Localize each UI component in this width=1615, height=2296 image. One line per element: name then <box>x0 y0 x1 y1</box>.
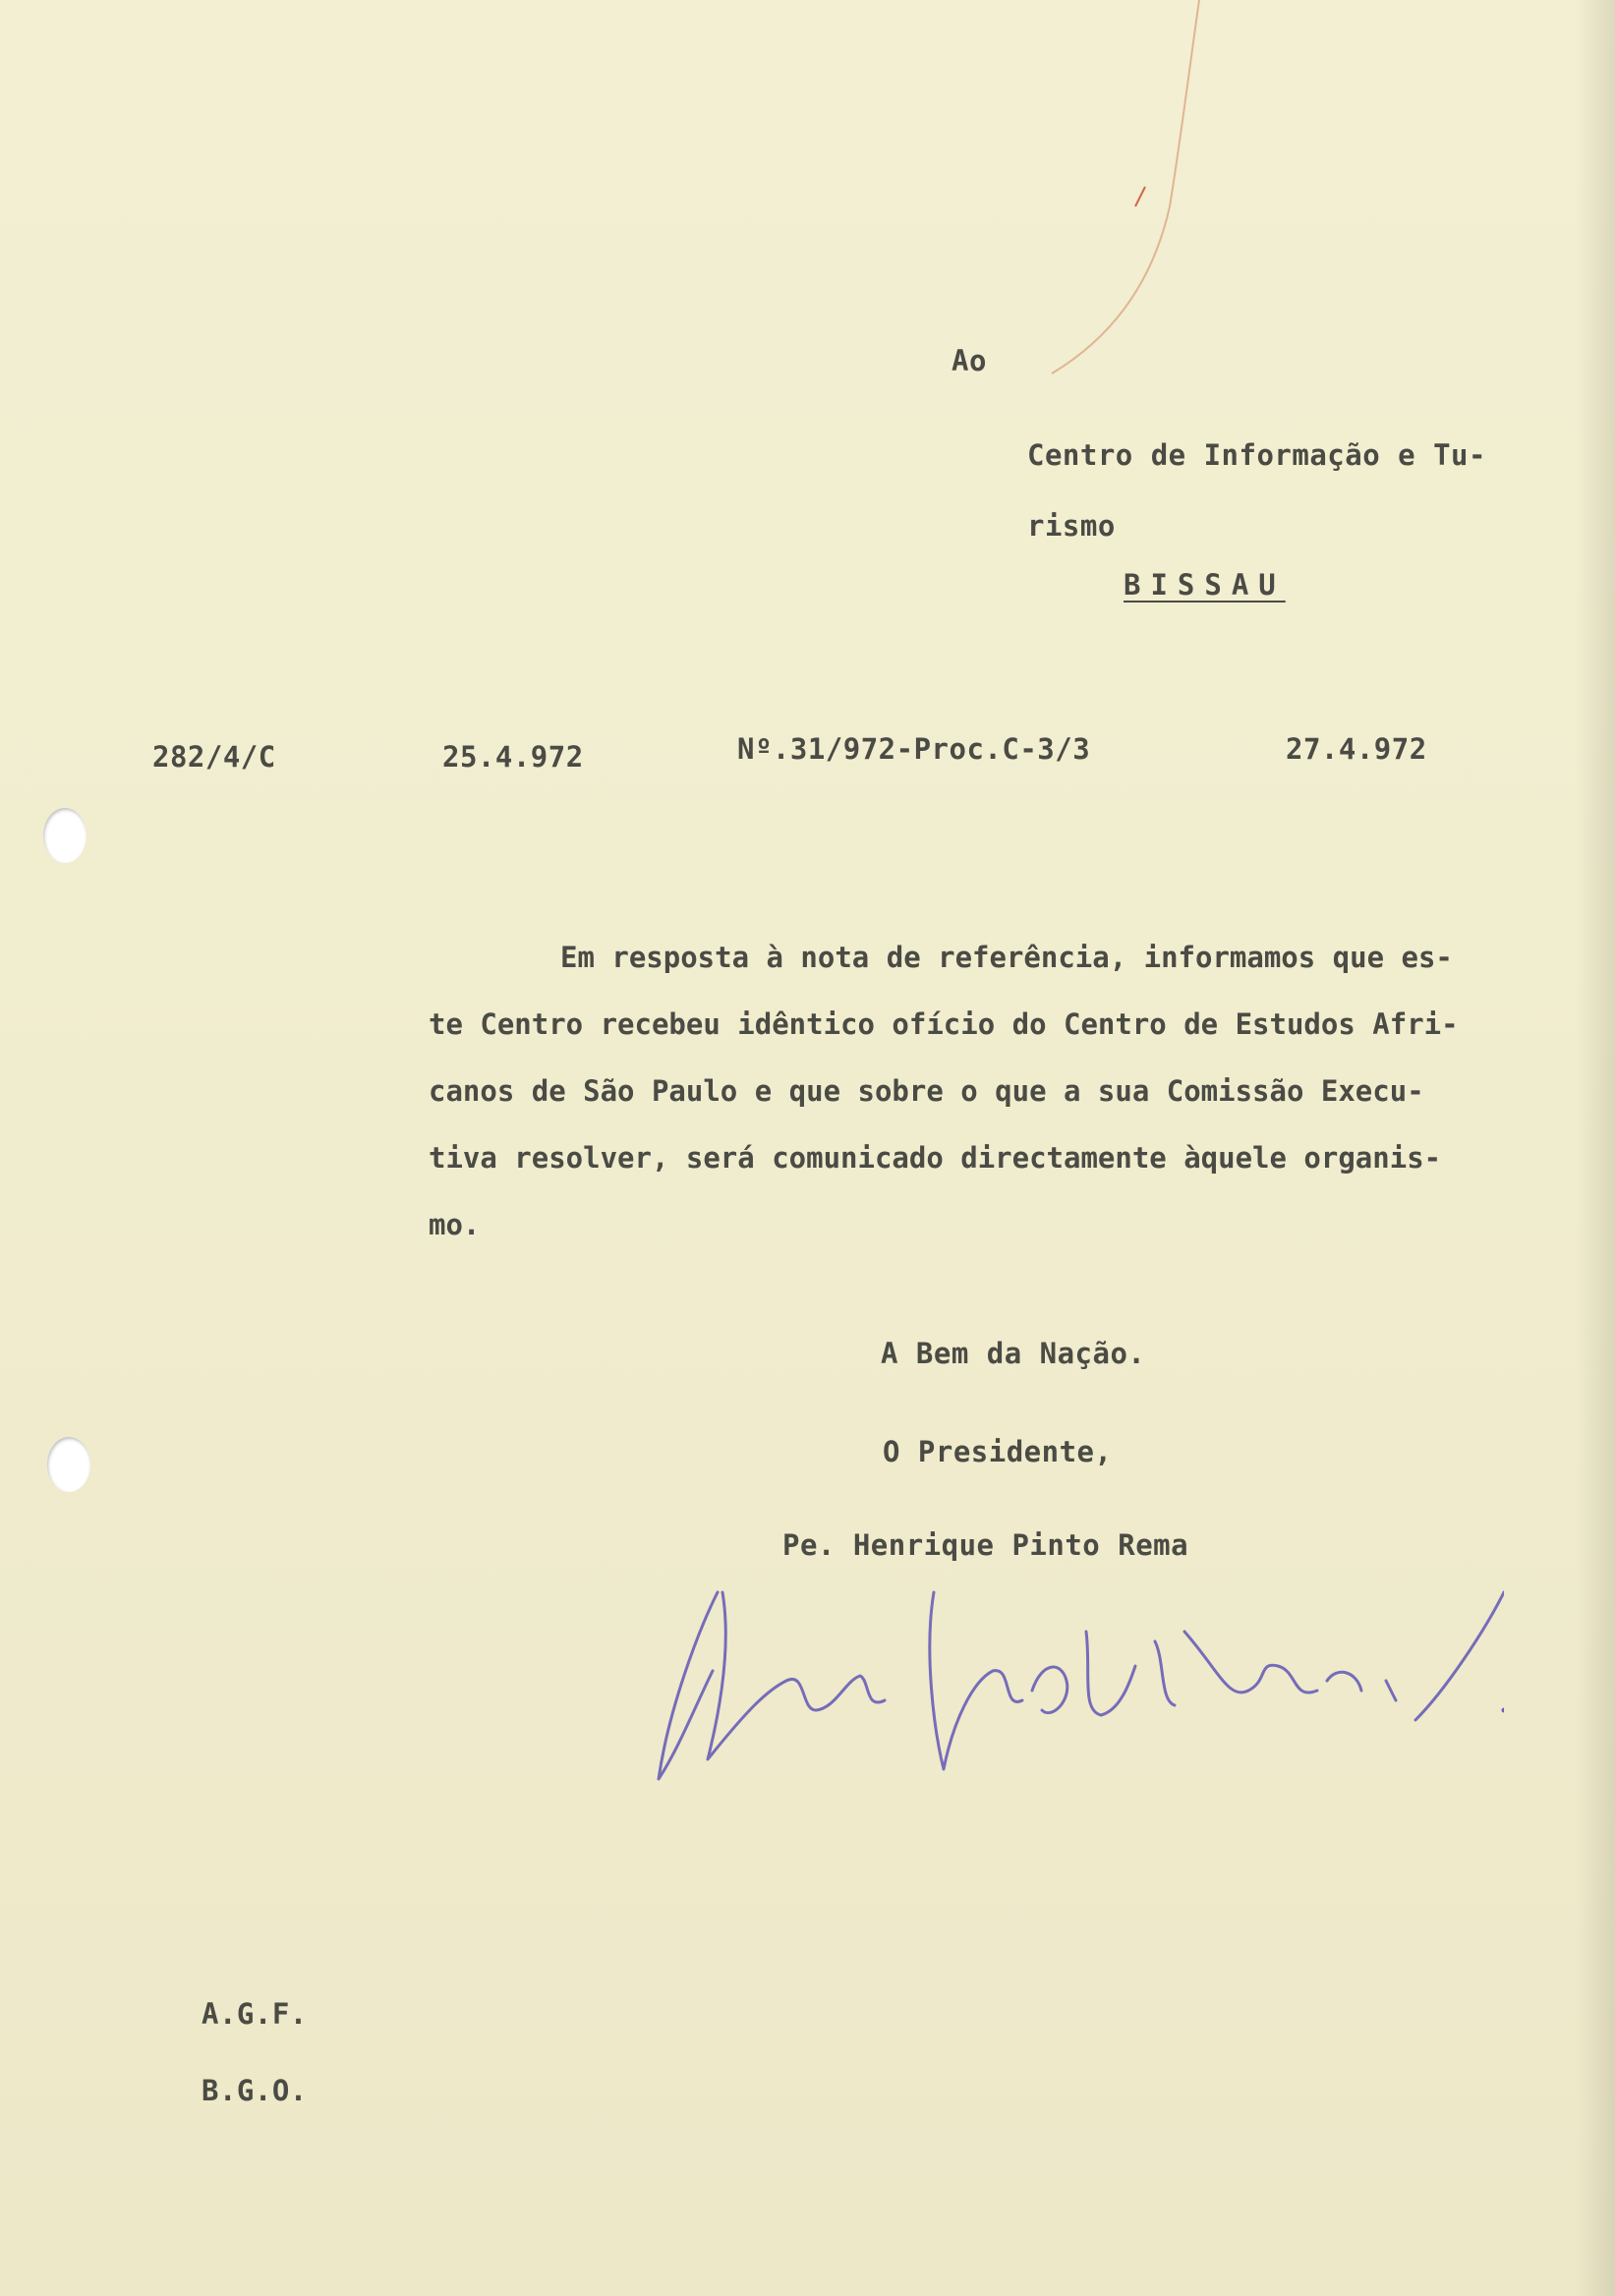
their-date: 25.4.972 <box>442 740 584 774</box>
handwritten-signature <box>639 1573 1504 1808</box>
punch-hole <box>47 1437 90 1492</box>
body-line: Em resposta à nota de referência, informamos que es- <box>560 941 1453 974</box>
recipient-line-1: Centro de Informação e Tu- <box>1027 438 1486 472</box>
body-line: canos de São Paulo e que sobre o que a sua Comissão Execu- <box>429 1074 1424 1108</box>
letter-body <box>429 924 1586 1258</box>
punch-hole <box>43 808 87 863</box>
body-line: te Centro recebeu idêntico ofício do Centro de Estudos Afri- <box>429 1007 1459 1041</box>
address-salutation: Ao <box>952 344 987 377</box>
recipient-city: BISSAU <box>1124 568 1286 602</box>
body-line: tiva resolver, será comunicado directamente àquele organis- <box>429 1141 1442 1175</box>
body-line: mo. <box>429 1208 481 1241</box>
footer-initials: A.G.F. <box>202 1997 308 2031</box>
their-reference: 282/4/C <box>152 740 276 774</box>
pencil-stroke-mark <box>1012 0 1229 393</box>
signatory-name: Pe. Henrique Pinto Rema <box>782 1528 1189 1562</box>
footer-initials: B.G.O. <box>202 2074 308 2107</box>
our-date: 27.4.972 <box>1286 732 1427 766</box>
closing-salutation: A Bem da Nação. <box>881 1337 1146 1370</box>
signatory-title: O Presidente, <box>883 1435 1113 1468</box>
our-reference: Nº.31/972-Proc.C-3/3 <box>737 732 1091 766</box>
recipient-line-2: rismo <box>1027 509 1116 543</box>
